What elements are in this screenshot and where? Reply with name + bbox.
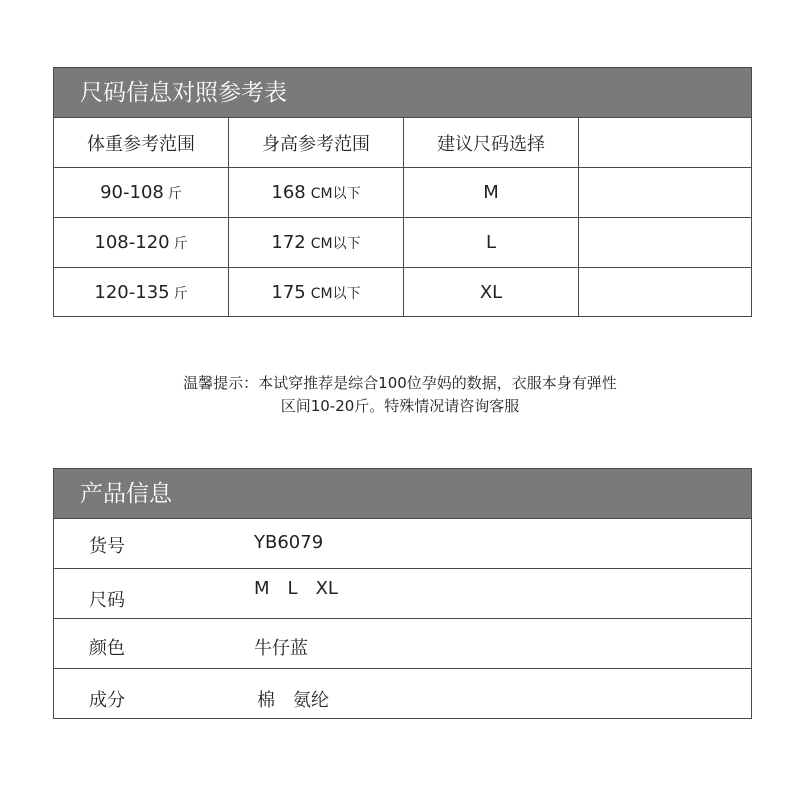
height-value: 175	[271, 282, 306, 303]
weight-unit: 斤	[173, 285, 188, 302]
material-item: 氨纶	[293, 690, 329, 711]
info-label: 货号	[89, 536, 125, 557]
height-unit: CM以下	[310, 185, 361, 202]
height-value: 168	[271, 182, 306, 203]
weight-cell	[54, 168, 229, 217]
extra-cell	[579, 168, 751, 217]
info-value: 牛仔蓝	[254, 638, 308, 659]
weight-unit: 斤	[173, 235, 188, 252]
weight-value: 90-108	[100, 182, 164, 203]
info-label: 尺码	[89, 590, 125, 611]
weight-cell	[54, 218, 229, 267]
info-value: YB6079	[254, 532, 324, 553]
header-suggested-size: 建议尺码选择	[404, 118, 579, 167]
info-value-group	[254, 578, 338, 599]
notice-line-2: 区间10-20斤。特殊情况请咨询客服	[280, 397, 520, 415]
height-cell	[229, 218, 404, 267]
size-cell: L	[404, 218, 579, 267]
info-row-size	[54, 569, 751, 619]
info-label: 成分	[89, 690, 125, 711]
height-unit: CM以下	[310, 285, 361, 302]
size-table-title: 尺码信息对照参考表	[54, 68, 751, 118]
info-row-material	[54, 669, 751, 719]
height-cell	[229, 268, 404, 317]
extra-cell	[579, 268, 751, 317]
size-option: XL	[315, 578, 338, 599]
size-cell: XL	[404, 268, 579, 317]
height-value: 172	[271, 232, 306, 253]
notice-line-1: 温馨提示：本试穿推荐是综合100位孕妈的数据，衣服本身有弹性	[183, 374, 617, 392]
weight-value: 108-120	[94, 232, 170, 253]
weight-unit: 斤	[167, 185, 182, 202]
size-option: M	[254, 578, 270, 599]
height-cell	[229, 168, 404, 217]
header-height-range: 身高参考范围	[229, 118, 404, 167]
header-empty	[579, 118, 751, 167]
product-info-table	[53, 468, 752, 719]
info-label: 颜色	[89, 638, 125, 659]
info-row-item-number	[54, 519, 751, 569]
height-unit: CM以下	[310, 235, 361, 252]
size-cell: M	[404, 168, 579, 217]
table-row	[54, 268, 751, 317]
info-value-group	[257, 686, 329, 712]
table-row	[54, 218, 751, 268]
info-row-color	[54, 619, 751, 669]
size-option: L	[287, 578, 298, 599]
material-item: 棉	[257, 690, 275, 711]
size-table-header-row	[54, 118, 751, 168]
table-row	[54, 168, 751, 218]
header-weight-range: 体重参考范围	[54, 118, 229, 167]
weight-value: 120-135	[94, 282, 170, 303]
size-reference-table	[53, 67, 752, 317]
extra-cell	[579, 218, 751, 267]
weight-cell	[54, 268, 229, 317]
product-info-title: 产品信息	[54, 469, 751, 519]
sizing-notice	[0, 372, 800, 418]
